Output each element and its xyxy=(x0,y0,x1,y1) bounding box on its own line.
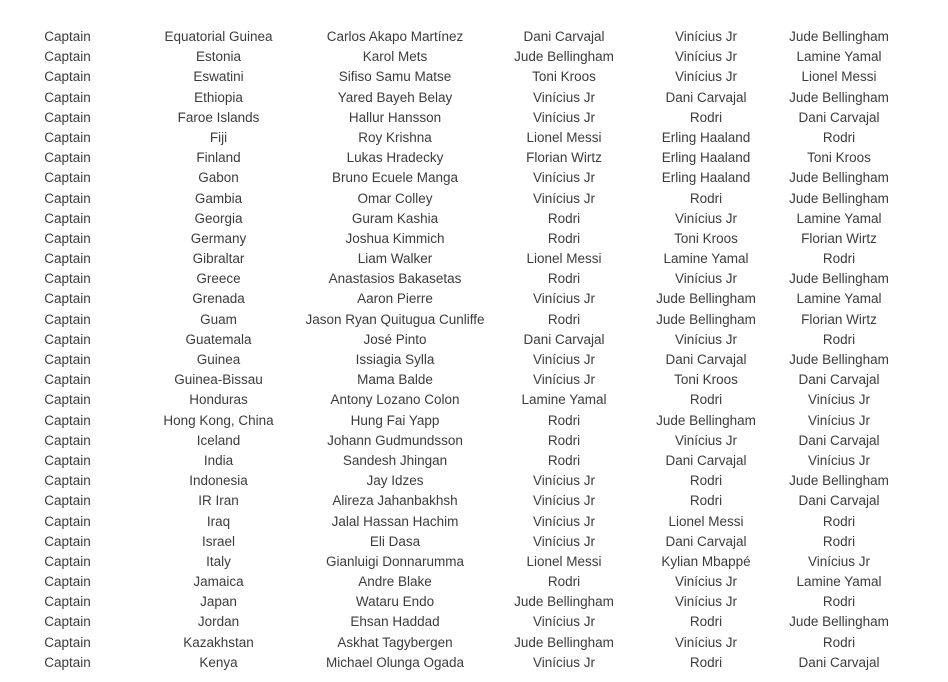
cell-vote-3: Rodri xyxy=(822,513,856,529)
cell-role: Captain xyxy=(44,109,91,125)
cell-vote-3: Toni Kroos xyxy=(807,150,871,166)
cell-country: Gibraltar xyxy=(192,251,245,267)
cell-role: Captain xyxy=(44,49,91,65)
cell-vote-2: Rodri xyxy=(689,654,723,670)
cell-vote-3: Florian Wirtz xyxy=(801,311,877,327)
cell-vote-1: Vinícius Jr xyxy=(532,473,596,489)
cell-vote-3: Dani Carvajal xyxy=(798,372,880,388)
cell-country: Germany xyxy=(190,230,247,246)
cell-role: Captain xyxy=(44,614,91,630)
cell-role: Captain xyxy=(44,271,91,287)
cell-vote-3: Jude Bellingham xyxy=(789,614,889,630)
cell-vote-1: Vinícius Jr xyxy=(532,291,596,307)
table-row xyxy=(0,209,948,229)
table-row xyxy=(0,512,948,532)
table-row xyxy=(0,269,948,289)
cell-vote-3: Lamine Yamal xyxy=(796,291,882,307)
cell-role: Captain xyxy=(44,352,91,367)
cell-vote-2: Vinícius Jr xyxy=(674,331,738,347)
cell-captain-name: Andre Blake xyxy=(358,574,432,590)
cell-country: Guatemala xyxy=(185,331,252,347)
cell-country: Israel xyxy=(201,533,235,549)
cell-captain-name: Hallur Hansson xyxy=(348,109,442,125)
cell-vote-2: Vinícius Jr xyxy=(674,271,738,287)
cell-vote-3: Rodri xyxy=(822,129,856,145)
cell-role: Captain xyxy=(44,150,91,166)
cell-vote-1: Rodri xyxy=(547,574,581,590)
cell-role: Captain xyxy=(44,412,91,428)
table-row xyxy=(0,653,948,673)
cell-vote-3: Lionel Messi xyxy=(801,69,877,85)
cell-vote-2: Rodri xyxy=(689,109,723,125)
table-row xyxy=(0,592,948,612)
cell-captain-name: Guram Kashia xyxy=(351,210,439,226)
cell-country: Finland xyxy=(196,150,241,166)
cell-captain-name: Liam Walker xyxy=(357,251,433,267)
table-row xyxy=(0,310,948,330)
cell-role: Captain xyxy=(44,533,91,549)
cell-vote-2: Dani Carvajal xyxy=(665,352,747,367)
cell-vote-2: Lamine Yamal xyxy=(663,251,749,267)
cell-vote-3: Rodri xyxy=(822,533,856,549)
cell-captain-name: Gianluigi Donnarumma xyxy=(325,553,465,569)
cell-role: Captain xyxy=(44,170,91,186)
cell-captain-name: Jay Idzes xyxy=(366,473,424,489)
cell-vote-1: Lionel Messi xyxy=(526,251,602,267)
table-row xyxy=(0,633,948,653)
cell-vote-2: Erling Haaland xyxy=(661,170,751,186)
cell-country: Guinea-Bissau xyxy=(174,372,263,388)
cell-country: Kazakhstan xyxy=(183,634,254,650)
cell-role: Captain xyxy=(44,452,91,468)
table-row xyxy=(0,572,948,592)
cell-vote-3: Dani Carvajal xyxy=(798,109,880,125)
cell-captain-name: Anastasios Bakasetas xyxy=(328,271,462,287)
cell-vote-2: Rodri xyxy=(689,614,723,630)
cell-captain-name: Joshua Kimmich xyxy=(345,230,445,246)
cell-vote-3: Rodri xyxy=(822,594,856,610)
cell-vote-2: Rodri xyxy=(689,473,723,489)
cell-captain-name: Bruno Ecuele Manga xyxy=(331,170,459,186)
cell-vote-1: Vinícius Jr xyxy=(532,493,596,509)
cell-vote-1: Vinícius Jr xyxy=(532,513,596,529)
cell-country: Gabon xyxy=(198,170,239,186)
cell-role: Captain xyxy=(44,331,91,347)
cell-vote-1: Vinícius Jr xyxy=(532,533,596,549)
cell-role: Captain xyxy=(44,473,91,489)
table-row xyxy=(0,350,948,370)
cell-vote-2: Vinícius Jr xyxy=(674,49,738,65)
cell-vote-2: Vinícius Jr xyxy=(674,210,738,226)
cell-vote-3: Jude Bellingham xyxy=(789,473,889,489)
cell-country: Japan xyxy=(200,594,237,610)
cell-captain-name: Lukas Hradecky xyxy=(346,150,444,166)
cell-vote-3: Jude Bellingham xyxy=(789,190,889,206)
table-row xyxy=(0,471,948,491)
table-row xyxy=(0,47,948,67)
cell-country: Grenada xyxy=(192,291,245,307)
table-row xyxy=(0,27,948,47)
cell-vote-2: Vinícius Jr xyxy=(674,594,738,610)
cell-vote-1: Dani Carvajal xyxy=(523,29,605,44)
cell-captain-name: Michael Olunga Ogada xyxy=(325,654,465,670)
table-row xyxy=(0,128,948,148)
cell-vote-1: Toni Kroos xyxy=(532,69,596,85)
cell-vote-2: Kylian Mbappé xyxy=(661,553,751,569)
cell-role: Captain xyxy=(44,392,91,408)
table-row xyxy=(0,411,948,431)
cell-country: Iceland xyxy=(196,432,241,448)
table-row xyxy=(0,88,948,108)
cell-vote-2: Jude Bellingham xyxy=(656,291,756,307)
cell-country: Faroe Islands xyxy=(177,109,260,125)
cell-country: Fiji xyxy=(209,129,228,145)
table-row xyxy=(0,67,948,87)
cell-vote-1: Rodri xyxy=(547,311,581,327)
cell-captain-name: José Pinto xyxy=(363,331,427,347)
cell-vote-1: Jude Bellingham xyxy=(514,49,614,65)
cell-captain-name: Mama Balde xyxy=(357,372,433,388)
cell-country: Guinea xyxy=(196,352,241,367)
cell-vote-1: Dani Carvajal xyxy=(523,331,605,347)
cell-role: Captain xyxy=(44,654,91,670)
cell-vote-2: Dani Carvajal xyxy=(665,533,747,549)
cell-vote-2: Toni Kroos xyxy=(674,230,738,246)
cell-vote-3: Jude Bellingham xyxy=(789,352,889,367)
cell-vote-2: Jude Bellingham xyxy=(656,311,756,327)
cell-role: Captain xyxy=(44,594,91,610)
cell-role: Captain xyxy=(44,291,91,307)
table-row xyxy=(0,229,948,249)
cell-vote-2: Rodri xyxy=(689,392,723,408)
cell-role: Captain xyxy=(44,372,91,388)
table-row xyxy=(0,552,948,572)
cell-vote-2: Vinícius Jr xyxy=(674,432,738,448)
cell-vote-3: Dani Carvajal xyxy=(798,432,880,448)
cell-vote-2: Lionel Messi xyxy=(668,513,744,529)
cell-vote-3: Dani Carvajal xyxy=(798,654,880,670)
cell-vote-1: Lionel Messi xyxy=(526,553,602,569)
cell-vote-3: Jude Bellingham xyxy=(789,29,889,44)
cell-vote-2: Vinícius Jr xyxy=(674,29,738,44)
cell-vote-3: Lamine Yamal xyxy=(796,210,882,226)
cell-role: Captain xyxy=(44,311,91,327)
cell-captain-name: Sifiso Samu Matse xyxy=(338,69,452,85)
cell-vote-3: Lamine Yamal xyxy=(796,49,882,65)
cell-captain-name: Yared Bayeh Belay xyxy=(337,89,453,105)
cell-vote-1: Vinícius Jr xyxy=(532,614,596,630)
cell-country: IR Iran xyxy=(198,493,239,509)
cell-vote-3: Rodri xyxy=(822,251,856,267)
table-row xyxy=(0,108,948,128)
cell-vote-3: Jude Bellingham xyxy=(789,89,889,105)
cell-role: Captain xyxy=(44,210,91,226)
cell-country: Jamaica xyxy=(193,574,244,590)
cell-vote-3: Rodri xyxy=(822,634,856,650)
table-row xyxy=(0,249,948,269)
captains-table xyxy=(0,27,948,673)
cell-captain-name: Jalal Hassan Hachim xyxy=(331,513,459,529)
cell-vote-3: Vinícius Jr xyxy=(807,392,871,408)
table-row xyxy=(0,289,948,309)
cell-role: Captain xyxy=(44,251,91,267)
cell-country: Jordan xyxy=(197,614,240,630)
cell-vote-1: Jude Bellingham xyxy=(514,594,614,610)
cell-country: Guam xyxy=(200,311,237,327)
table-row xyxy=(0,189,948,209)
cell-country: Honduras xyxy=(189,392,248,408)
cell-vote-2: Jude Bellingham xyxy=(656,412,756,428)
cell-captain-name: Aaron Pierre xyxy=(357,291,433,307)
cell-role: Captain xyxy=(44,513,91,529)
cell-role: Captain xyxy=(44,29,91,44)
cell-vote-1: Florian Wirtz xyxy=(526,150,602,166)
table-row xyxy=(0,451,948,471)
cell-vote-3: Florian Wirtz xyxy=(801,230,877,246)
table-row xyxy=(0,168,948,188)
cell-captain-name: Askhat Tagybergen xyxy=(337,634,453,650)
cell-vote-3: Lamine Yamal xyxy=(796,574,882,590)
cell-vote-1: Rodri xyxy=(547,271,581,287)
cell-country: Kenya xyxy=(199,654,238,670)
cell-vote-1: Lionel Messi xyxy=(526,129,602,145)
cell-role: Captain xyxy=(44,89,91,105)
cell-captain-name: Alireza Jahanbakhsh xyxy=(332,493,458,509)
cell-country: Georgia xyxy=(194,210,243,226)
cell-vote-1: Vinícius Jr xyxy=(532,190,596,206)
cell-vote-1: Rodri xyxy=(547,432,581,448)
cell-vote-1: Vinícius Jr xyxy=(532,170,596,186)
cell-country: Iraq xyxy=(206,513,231,529)
cell-role: Captain xyxy=(44,190,91,206)
cell-vote-2: Erling Haaland xyxy=(661,129,751,145)
cell-vote-3: Vinícius Jr xyxy=(807,412,871,428)
cell-country: Ethiopia xyxy=(194,89,243,105)
table-row xyxy=(0,330,948,350)
cell-role: Captain xyxy=(44,129,91,145)
table-row xyxy=(0,390,948,410)
cell-captain-name: Eli Dasa xyxy=(369,533,421,549)
cell-captain-name: Johann Gudmundsson xyxy=(327,432,463,448)
cell-vote-2: Vinícius Jr xyxy=(674,69,738,85)
cell-captain-name: Hung Fai Yapp xyxy=(350,412,440,428)
cell-country: Hong Kong, China xyxy=(163,412,274,428)
cell-country: Indonesia xyxy=(189,473,248,489)
cell-vote-2: Rodri xyxy=(689,190,723,206)
cell-role: Captain xyxy=(44,493,91,509)
cell-country: Greece xyxy=(196,271,241,287)
cell-captain-name: Sandesh Jhingan xyxy=(342,452,448,468)
cell-role: Captain xyxy=(44,230,91,246)
cell-role: Captain xyxy=(44,553,91,569)
cell-vote-2: Toni Kroos xyxy=(674,372,738,388)
cell-captain-name: Wataru Endo xyxy=(355,594,435,610)
cell-vote-3: Jude Bellingham xyxy=(789,170,889,186)
cell-captain-name: Roy Krishna xyxy=(358,129,432,145)
cell-country: India xyxy=(203,452,234,468)
cell-vote-3: Dani Carvajal xyxy=(798,493,880,509)
cell-vote-2: Dani Carvajal xyxy=(665,89,747,105)
table-row xyxy=(0,370,948,390)
cell-vote-2: Vinícius Jr xyxy=(674,574,738,590)
table-row xyxy=(0,532,948,552)
cell-country: Eswatini xyxy=(193,69,244,85)
cell-vote-3: Rodri xyxy=(822,331,856,347)
cell-vote-1: Rodri xyxy=(547,452,581,468)
cell-vote-1: Rodri xyxy=(547,210,581,226)
cell-captain-name: Omar Colley xyxy=(357,190,433,206)
cell-vote-2: Rodri xyxy=(689,493,723,509)
table-row xyxy=(0,612,948,632)
cell-vote-1: Vinícius Jr xyxy=(532,109,596,125)
cell-vote-1: Lamine Yamal xyxy=(521,392,607,408)
cell-role: Captain xyxy=(44,432,91,448)
cell-vote-2: Dani Carvajal xyxy=(665,452,747,468)
cell-captain-name: Karol Mets xyxy=(362,49,428,65)
cell-vote-1: Jude Bellingham xyxy=(514,634,614,650)
cell-captain-name: Ehsan Haddad xyxy=(350,614,440,630)
cell-vote-1: Vinícius Jr xyxy=(532,352,596,367)
cell-vote-1: Vinícius Jr xyxy=(532,654,596,670)
cell-vote-1: Vinícius Jr xyxy=(532,89,596,105)
cell-vote-3: Jude Bellingham xyxy=(789,271,889,287)
cell-captain-name: Carlos Akapo Martínez xyxy=(326,29,464,44)
cell-vote-1: Vinícius Jr xyxy=(532,372,596,388)
cell-vote-3: Vinícius Jr xyxy=(807,553,871,569)
cell-country: Gambia xyxy=(194,190,243,206)
table-row xyxy=(0,148,948,168)
cell-country: Equatorial Guinea xyxy=(164,29,273,44)
cell-role: Captain xyxy=(44,634,91,650)
cell-role: Captain xyxy=(44,574,91,590)
cell-country: Estonia xyxy=(195,49,242,65)
table-row xyxy=(0,431,948,451)
cell-country: Italy xyxy=(206,553,231,569)
cell-captain-name: Jason Ryan Quitugua Cunliffe xyxy=(305,311,485,327)
cell-captain-name: Issiagia Sylla xyxy=(355,352,435,367)
cell-captain-name: Antony Lozano Colon xyxy=(330,392,460,408)
cell-vote-2: Vinícius Jr xyxy=(674,634,738,650)
cell-vote-2: Erling Haaland xyxy=(661,150,751,166)
table-row xyxy=(0,491,948,511)
cell-vote-1: Rodri xyxy=(547,230,581,246)
cell-vote-3: Vinícius Jr xyxy=(807,452,871,468)
cell-role: Captain xyxy=(44,69,91,85)
cell-vote-1: Rodri xyxy=(547,412,581,428)
